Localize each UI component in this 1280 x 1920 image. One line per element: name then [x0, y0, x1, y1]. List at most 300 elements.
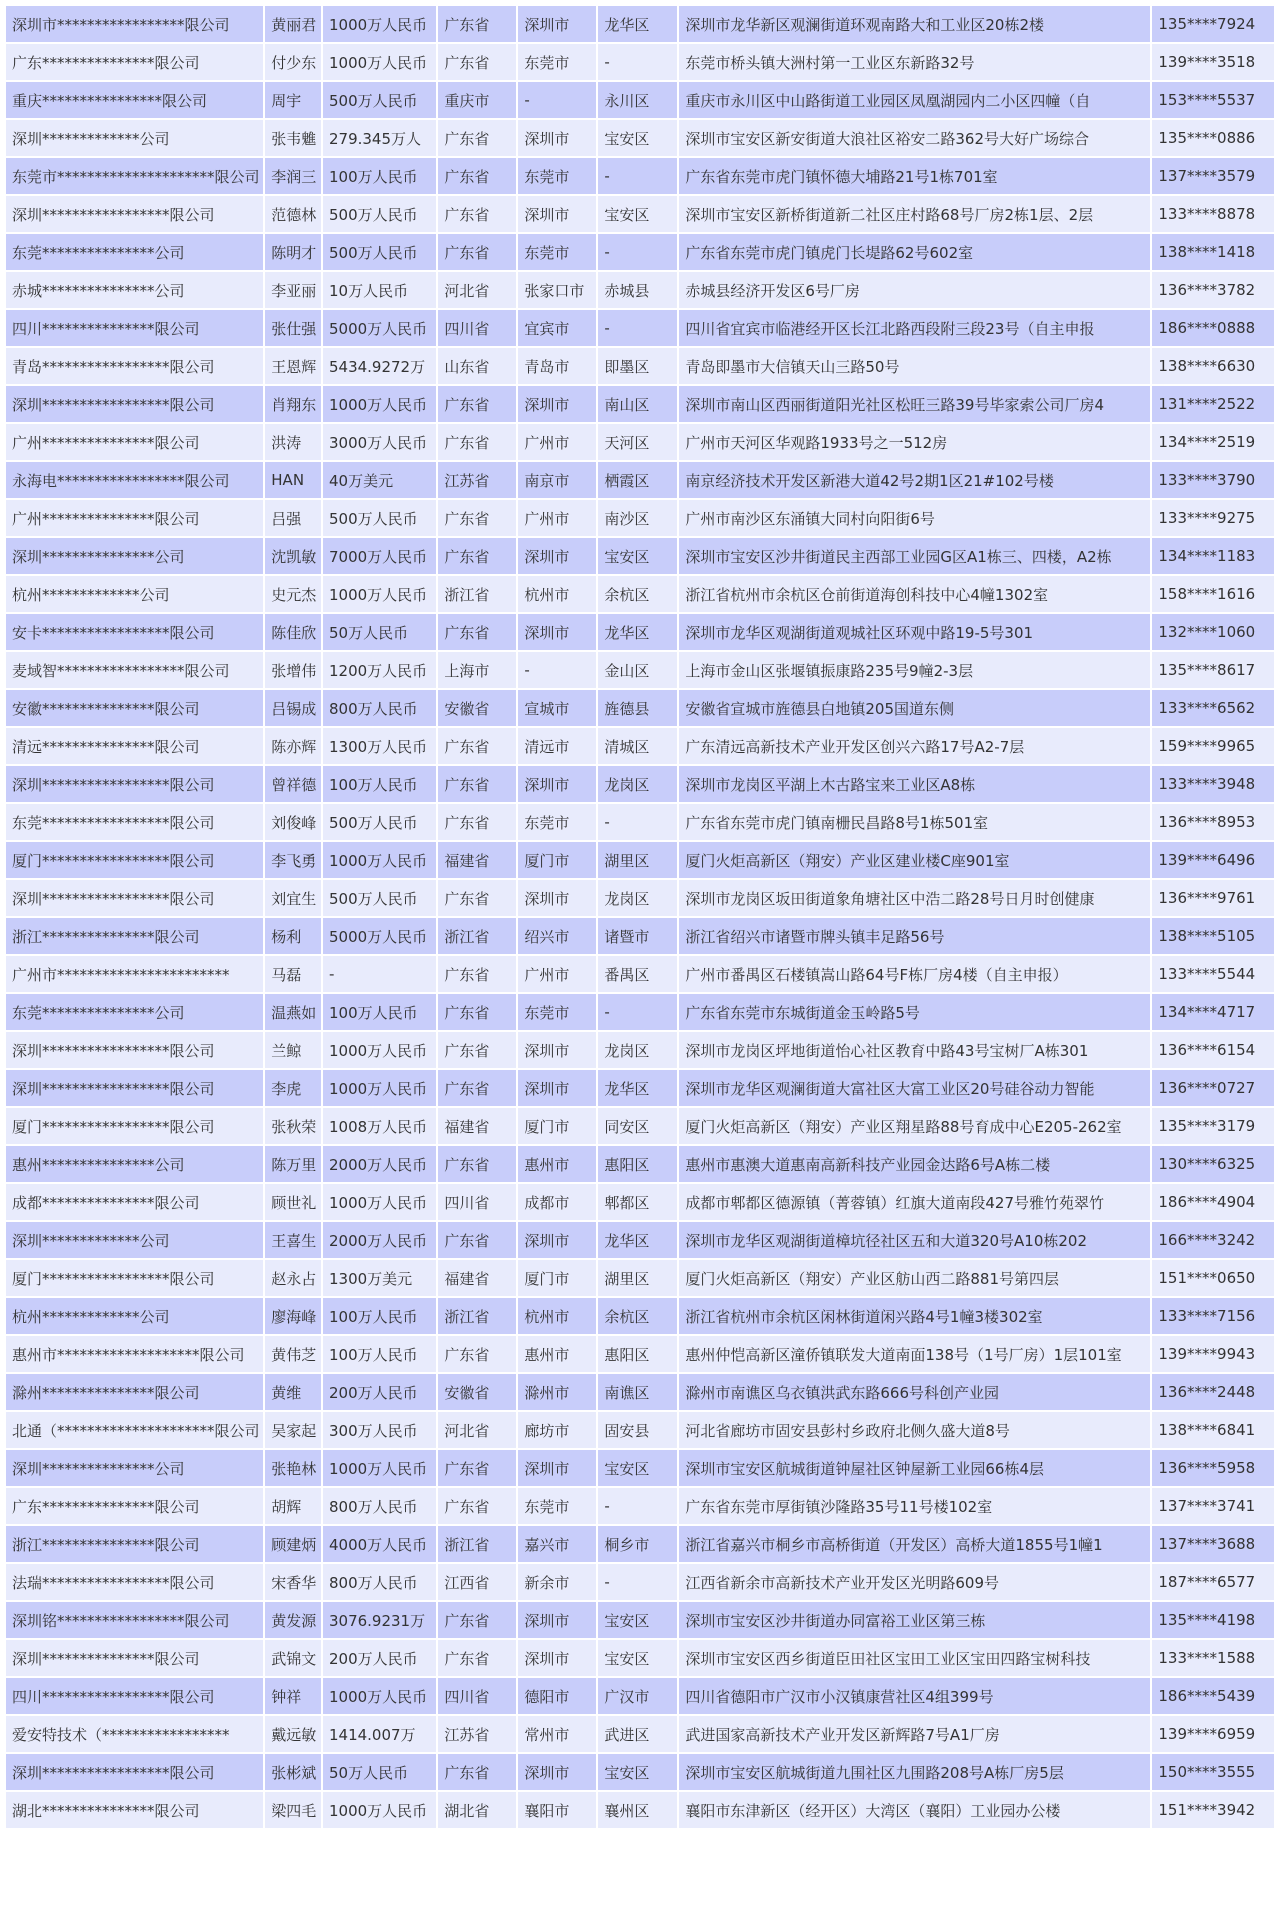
company-name-cell: 麦域智*****************限公司 — [6, 652, 263, 688]
company-name-cell: 东莞***************公司 — [6, 234, 263, 270]
city-cell: 广州市 — [518, 424, 596, 460]
company-name-cell: 深圳*****************限公司 — [6, 1070, 263, 1106]
city-cell: - — [518, 652, 596, 688]
legal-person-cell: 刘俊峰 — [265, 804, 321, 840]
company-name-cell: 安卡*****************限公司 — [6, 614, 263, 650]
legal-person-cell: 杨利 — [265, 918, 321, 954]
city-cell: 杭州市 — [518, 576, 596, 612]
city-cell: 深圳市 — [518, 1070, 596, 1106]
city-cell: 东莞市 — [518, 158, 596, 194]
table-row — [6, 994, 1274, 1030]
table-row — [6, 1070, 1274, 1106]
province-cell: 重庆市 — [438, 82, 516, 118]
city-cell: 深圳市 — [518, 1450, 596, 1486]
company-name-cell: 滁州***************限公司 — [6, 1374, 263, 1410]
phone-cell: 133****8878 — [1152, 196, 1274, 232]
phone-cell: 135****0886 — [1152, 120, 1274, 156]
city-cell: 德阳市 — [518, 1678, 596, 1714]
table-row — [6, 690, 1274, 726]
table-row — [6, 1792, 1274, 1828]
address-cell: 深圳市宝安区西乡街道臣田社区宝田工业区宝田四路宝树科技 — [679, 1640, 1150, 1676]
province-cell: 广东省 — [438, 6, 516, 42]
legal-person-cell: 黄伟芝 — [265, 1336, 321, 1372]
phone-cell: 166****3242 — [1152, 1222, 1274, 1258]
province-cell: 浙江省 — [438, 1526, 516, 1562]
city-cell: 宜宾市 — [518, 310, 596, 346]
table-row — [6, 462, 1274, 498]
address-cell: 四川省宜宾市临港经开区长江北路西段附三段23号（自主申报 — [679, 310, 1150, 346]
address-cell: 四川省德阳市广汉市小汉镇康营社区4组399号 — [679, 1678, 1150, 1714]
company-name-cell: 东莞***************公司 — [6, 994, 263, 1030]
phone-cell: 132****1060 — [1152, 614, 1274, 650]
province-cell: 广东省 — [438, 1146, 516, 1182]
registered-capital-cell: 5000万人民币 — [323, 310, 436, 346]
phone-cell: 135****8617 — [1152, 652, 1274, 688]
legal-person-cell: 吕强 — [265, 500, 321, 536]
city-cell: 深圳市 — [518, 880, 596, 916]
company-name-cell: 深圳*****************限公司 — [6, 1032, 263, 1068]
legal-person-cell: 洪涛 — [265, 424, 321, 460]
phone-cell: 150****3555 — [1152, 1754, 1274, 1790]
city-cell: 深圳市 — [518, 1754, 596, 1790]
phone-cell: 139****6496 — [1152, 842, 1274, 878]
legal-person-cell: 曾祥德 — [265, 766, 321, 802]
phone-cell: 138****6841 — [1152, 1412, 1274, 1448]
table-row — [6, 1602, 1274, 1638]
district-cell: 龙岗区 — [598, 880, 677, 916]
phone-cell: 133****6562 — [1152, 690, 1274, 726]
registered-capital-cell: 1008万人民币 — [323, 1108, 436, 1144]
district-cell: 广汉市 — [598, 1678, 677, 1714]
legal-person-cell: 陈万里 — [265, 1146, 321, 1182]
province-cell: 广东省 — [438, 424, 516, 460]
city-cell: 滁州市 — [518, 1374, 596, 1410]
table-row — [6, 272, 1274, 308]
city-cell: 广州市 — [518, 956, 596, 992]
company-name-cell: 广东***************限公司 — [6, 44, 263, 80]
district-cell: 余杭区 — [598, 576, 677, 612]
address-cell: 深圳市龙华区观湖街道樟坑径社区五和大道320号A10栋202 — [679, 1222, 1150, 1258]
city-cell: 惠州市 — [518, 1336, 596, 1372]
company-name-cell: 深圳*****************限公司 — [6, 880, 263, 916]
province-cell: 四川省 — [438, 1184, 516, 1220]
district-cell: 桐乡市 — [598, 1526, 677, 1562]
phone-cell: 134****4717 — [1152, 994, 1274, 1030]
province-cell: 浙江省 — [438, 1298, 516, 1334]
province-cell: 浙江省 — [438, 576, 516, 612]
legal-person-cell: 周宇 — [265, 82, 321, 118]
phone-cell: 136****6154 — [1152, 1032, 1274, 1068]
province-cell: 四川省 — [438, 310, 516, 346]
phone-cell: 138****1418 — [1152, 234, 1274, 270]
province-cell: 广东省 — [438, 1032, 516, 1068]
registered-capital-cell: 100万人民币 — [323, 1336, 436, 1372]
table-row — [6, 652, 1274, 688]
address-cell: 赤城县经济开发区6号厂房 — [679, 272, 1150, 308]
city-cell: 宣城市 — [518, 690, 596, 726]
company-name-cell: 成都***************限公司 — [6, 1184, 263, 1220]
registered-capital-cell: 1000万人民币 — [323, 1450, 436, 1486]
district-cell: 同安区 — [598, 1108, 677, 1144]
registered-capital-cell: 3000万人民币 — [323, 424, 436, 460]
phone-cell: 139****3518 — [1152, 44, 1274, 80]
province-cell: 福建省 — [438, 842, 516, 878]
province-cell: 福建省 — [438, 1260, 516, 1296]
city-cell: 成都市 — [518, 1184, 596, 1220]
address-cell: 广东省东莞市虎门镇怀德大埔路21号1栋701室 — [679, 158, 1150, 194]
city-cell: 东莞市 — [518, 804, 596, 840]
province-cell: 广东省 — [438, 1602, 516, 1638]
registered-capital-cell: - — [323, 956, 436, 992]
legal-person-cell: 张秋荣 — [265, 1108, 321, 1144]
table-row — [6, 158, 1274, 194]
phone-cell: 137****3741 — [1152, 1488, 1274, 1524]
registered-capital-cell: 200万人民币 — [323, 1374, 436, 1410]
district-cell: 宝安区 — [598, 1640, 677, 1676]
table-row — [6, 880, 1274, 916]
company-name-cell: 湖北***************限公司 — [6, 1792, 263, 1828]
province-cell: 安徽省 — [438, 690, 516, 726]
legal-person-cell: 黄丽君 — [265, 6, 321, 42]
phone-cell: 135****7924 — [1152, 6, 1274, 42]
address-cell: 深圳市龙华新区观澜街道环观南路大和工业区20栋2楼 — [679, 6, 1150, 42]
address-cell: 浙江省嘉兴市桐乡市高桥街道（开发区）高桥大道1855号1幢1 — [679, 1526, 1150, 1562]
table-row — [6, 1222, 1274, 1258]
province-cell: 四川省 — [438, 1678, 516, 1714]
city-cell: 深圳市 — [518, 196, 596, 232]
city-cell: 南京市 — [518, 462, 596, 498]
legal-person-cell: 李虎 — [265, 1070, 321, 1106]
phone-cell: 139****9943 — [1152, 1336, 1274, 1372]
province-cell: 广东省 — [438, 804, 516, 840]
address-cell: 深圳市龙华区观澜街道大富社区大富工业区20号硅谷动力智能 — [679, 1070, 1150, 1106]
registered-capital-cell: 1000万人民币 — [323, 1070, 436, 1106]
company-name-cell: 深圳*****************限公司 — [6, 386, 263, 422]
district-cell: 即墨区 — [598, 348, 677, 384]
company-name-cell: 广州市*********************** — [6, 956, 263, 992]
district-cell: 龙华区 — [598, 1070, 677, 1106]
province-cell: 浙江省 — [438, 918, 516, 954]
district-cell: 龙岗区 — [598, 766, 677, 802]
registered-capital-cell: 300万人民币 — [323, 1412, 436, 1448]
phone-cell: 138****6630 — [1152, 348, 1274, 384]
district-cell: 宝安区 — [598, 1754, 677, 1790]
city-cell: 深圳市 — [518, 6, 596, 42]
phone-cell: 134****2519 — [1152, 424, 1274, 460]
province-cell: 广东省 — [438, 766, 516, 802]
address-cell: 滁州市南谯区乌衣镇洪武东路666号科创产业园 — [679, 1374, 1150, 1410]
company-name-cell: 深圳***************公司 — [6, 538, 263, 574]
registered-capital-cell: 3076.9231万 — [323, 1602, 436, 1638]
legal-person-cell: 廖海峰 — [265, 1298, 321, 1334]
address-cell: 安徽省宣城市旌德县白地镇205国道东侧 — [679, 690, 1150, 726]
registered-capital-cell: 800万人民币 — [323, 1564, 436, 1600]
district-cell: 清城区 — [598, 728, 677, 764]
legal-person-cell: 赵永占 — [265, 1260, 321, 1296]
district-cell: 郫都区 — [598, 1184, 677, 1220]
phone-cell: 136****3782 — [1152, 272, 1274, 308]
district-cell: 宝安区 — [598, 196, 677, 232]
address-cell: 广州市南沙区东涌镇大同村向阳街6号 — [679, 500, 1150, 536]
table-row — [6, 1260, 1274, 1296]
phone-cell: 137****3688 — [1152, 1526, 1274, 1562]
table-row — [6, 500, 1274, 536]
province-cell: 广东省 — [438, 158, 516, 194]
phone-cell: 158****1616 — [1152, 576, 1274, 612]
province-cell: 广东省 — [438, 120, 516, 156]
phone-cell: 133****5544 — [1152, 956, 1274, 992]
registered-capital-cell: 2000万人民币 — [323, 1146, 436, 1182]
city-cell: 厦门市 — [518, 842, 596, 878]
province-cell: 广东省 — [438, 1754, 516, 1790]
company-name-cell: 广州***************限公司 — [6, 500, 263, 536]
district-cell: 诸暨市 — [598, 918, 677, 954]
province-cell: 广东省 — [438, 1070, 516, 1106]
province-cell: 山东省 — [438, 348, 516, 384]
city-cell: 东莞市 — [518, 1488, 596, 1524]
phone-cell: 136****5958 — [1152, 1450, 1274, 1486]
address-cell: 东莞市桥头镇大洲村第一工业区东新路32号 — [679, 44, 1150, 80]
city-cell: 杭州市 — [518, 1298, 596, 1334]
table-row — [6, 424, 1274, 460]
legal-person-cell: 梁四毛 — [265, 1792, 321, 1828]
address-cell: 成都市郫都区德源镇（菁蓉镇）红旗大道南段427号雅竹苑翠竹 — [679, 1184, 1150, 1220]
company-name-cell: 深圳***************公司 — [6, 1450, 263, 1486]
district-cell: 金山区 — [598, 652, 677, 688]
province-cell: 广东省 — [438, 1222, 516, 1258]
table-row — [6, 1146, 1274, 1182]
address-cell: 重庆市永川区中山路街道工业园区凤凰湖园内二小区四幢（自 — [679, 82, 1150, 118]
province-cell: 广东省 — [438, 956, 516, 992]
legal-person-cell: 陈亦辉 — [265, 728, 321, 764]
company-name-cell: 深圳*************公司 — [6, 120, 263, 156]
phone-cell: 136****8953 — [1152, 804, 1274, 840]
city-cell: 清远市 — [518, 728, 596, 764]
table-row — [6, 1526, 1274, 1562]
company-name-cell: 永海电*****************限公司 — [6, 462, 263, 498]
table-row — [6, 44, 1274, 80]
district-cell: 赤城县 — [598, 272, 677, 308]
district-cell: 龙华区 — [598, 614, 677, 650]
district-cell: 栖霞区 — [598, 462, 677, 498]
city-cell: 深圳市 — [518, 1602, 596, 1638]
registered-capital-cell: 7000万人民币 — [323, 538, 436, 574]
legal-person-cell: 武锦文 — [265, 1640, 321, 1676]
legal-person-cell: 张增伟 — [265, 652, 321, 688]
province-cell: 广东省 — [438, 880, 516, 916]
city-cell: 惠州市 — [518, 1146, 596, 1182]
district-cell: 襄州区 — [598, 1792, 677, 1828]
phone-cell: 133****9275 — [1152, 500, 1274, 536]
registered-capital-cell: 800万人民币 — [323, 1488, 436, 1524]
company-table — [4, 4, 1276, 1830]
registered-capital-cell: 1000万人民币 — [323, 842, 436, 878]
registered-capital-cell: 5000万人民币 — [323, 918, 436, 954]
registered-capital-cell: 1000万人民币 — [323, 576, 436, 612]
province-cell: 广东省 — [438, 1488, 516, 1524]
address-cell: 深圳市龙岗区平湖上木古路宝来工业区A8栋 — [679, 766, 1150, 802]
address-cell: 广东省东莞市虎门镇南栅民昌路8号1栋501室 — [679, 804, 1150, 840]
registered-capital-cell: 10万人民币 — [323, 272, 436, 308]
province-cell: 广东省 — [438, 44, 516, 80]
company-name-cell: 赤城***************公司 — [6, 272, 263, 308]
address-cell: 广州市天河区华观路1933号之一512房 — [679, 424, 1150, 460]
company-name-cell: 深圳*****************限公司 — [6, 196, 263, 232]
city-cell: 深圳市 — [518, 386, 596, 422]
phone-cell: 133****7156 — [1152, 1298, 1274, 1334]
district-cell: 武进区 — [598, 1716, 677, 1752]
district-cell: - — [598, 1488, 677, 1524]
registered-capital-cell: 1000万人民币 — [323, 6, 436, 42]
address-cell: 深圳市龙岗区坪地街道怡心社区教育中路43号宝树厂A栋301 — [679, 1032, 1150, 1068]
table-row — [6, 956, 1274, 992]
phone-cell: 134****1183 — [1152, 538, 1274, 574]
registered-capital-cell: 50万人民币 — [323, 614, 436, 650]
address-cell: 深圳市南山区西丽街道阳光社区松旺三路39号毕家索公司厂房4 — [679, 386, 1150, 422]
registered-capital-cell: 1000万人民币 — [323, 1792, 436, 1828]
table-row — [6, 1032, 1274, 1068]
phone-cell: 136****9761 — [1152, 880, 1274, 916]
district-cell: 宝安区 — [598, 538, 677, 574]
legal-person-cell: 吕锡成 — [265, 690, 321, 726]
phone-cell: 136****2448 — [1152, 1374, 1274, 1410]
district-cell: - — [598, 804, 677, 840]
province-cell: 湖北省 — [438, 1792, 516, 1828]
registered-capital-cell: 279.345万人 — [323, 120, 436, 156]
city-cell: 深圳市 — [518, 1222, 596, 1258]
table-row — [6, 1108, 1274, 1144]
phone-cell: 133****3948 — [1152, 766, 1274, 802]
company-name-cell: 惠州市*******************限公司 — [6, 1336, 263, 1372]
province-cell: 上海市 — [438, 652, 516, 688]
address-cell: 南京经济技术开发区新港大道42号2期1区21#102号楼 — [679, 462, 1150, 498]
address-cell: 襄阳市东津新区（经开区）大湾区（襄阳）工业园办公楼 — [679, 1792, 1150, 1828]
table-row — [6, 614, 1274, 650]
province-cell: 广东省 — [438, 386, 516, 422]
registered-capital-cell: 1300万人民币 — [323, 728, 436, 764]
address-cell: 广州市番禺区石楼镇嵩山路64号F栋厂房4楼（自主申报） — [679, 956, 1150, 992]
phone-cell: 133****3790 — [1152, 462, 1274, 498]
registered-capital-cell: 5434.9272万 — [323, 348, 436, 384]
legal-person-cell: HAN — [265, 462, 321, 498]
address-cell: 厦门火炬高新区（翔安）产业区翔星路88号育成中心E205-262室 — [679, 1108, 1150, 1144]
phone-cell: 186****0888 — [1152, 310, 1274, 346]
province-cell: 河北省 — [438, 1412, 516, 1448]
city-cell: 深圳市 — [518, 766, 596, 802]
district-cell: - — [598, 310, 677, 346]
company-name-cell: 厦门*****************限公司 — [6, 1260, 263, 1296]
registered-capital-cell: 500万人民币 — [323, 804, 436, 840]
legal-person-cell: 黄维 — [265, 1374, 321, 1410]
registered-capital-cell: 800万人民币 — [323, 690, 436, 726]
company-name-cell: 深圳铭*****************限公司 — [6, 1602, 263, 1638]
legal-person-cell: 顾世礼 — [265, 1184, 321, 1220]
city-cell: 绍兴市 — [518, 918, 596, 954]
registered-capital-cell: 500万人民币 — [323, 82, 436, 118]
district-cell: 南沙区 — [598, 500, 677, 536]
city-cell: 青岛市 — [518, 348, 596, 384]
phone-cell: 136****0727 — [1152, 1070, 1274, 1106]
table-row — [6, 1184, 1274, 1220]
table-row — [6, 804, 1274, 840]
registered-capital-cell: 1000万人民币 — [323, 1678, 436, 1714]
table-row — [6, 6, 1274, 42]
registered-capital-cell: 500万人民币 — [323, 196, 436, 232]
city-cell: 深圳市 — [518, 1640, 596, 1676]
phone-cell: 131****2522 — [1152, 386, 1274, 422]
phone-cell: 138****5105 — [1152, 918, 1274, 954]
province-cell: 广东省 — [438, 196, 516, 232]
legal-person-cell: 王恩辉 — [265, 348, 321, 384]
legal-person-cell: 肖翔东 — [265, 386, 321, 422]
registered-capital-cell: 1000万人民币 — [323, 1032, 436, 1068]
table-row — [6, 918, 1274, 954]
district-cell: 南谯区 — [598, 1374, 677, 1410]
district-cell: - — [598, 234, 677, 270]
legal-person-cell: 马磊 — [265, 956, 321, 992]
address-cell: 广东省东莞市厚街镇沙隆路35号11号楼102室 — [679, 1488, 1150, 1524]
company-name-cell: 杭州*************公司 — [6, 1298, 263, 1334]
table-row — [6, 1412, 1274, 1448]
legal-person-cell: 张艳林 — [265, 1450, 321, 1486]
legal-person-cell: 陈明才 — [265, 234, 321, 270]
legal-person-cell: 张彬斌 — [265, 1754, 321, 1790]
phone-cell: 133****1588 — [1152, 1640, 1274, 1676]
registered-capital-cell: 1000万人民币 — [323, 386, 436, 422]
city-cell: 深圳市 — [518, 538, 596, 574]
registered-capital-cell: 40万美元 — [323, 462, 436, 498]
company-table-container — [4, 4, 1276, 1830]
city-cell: 东莞市 — [518, 994, 596, 1030]
company-name-cell: 厦门*****************限公司 — [6, 1108, 263, 1144]
province-cell: 江西省 — [438, 1564, 516, 1600]
address-cell: 深圳市宝安区沙井街道办同富裕工业区第三栋 — [679, 1602, 1150, 1638]
registered-capital-cell: 100万人民币 — [323, 1298, 436, 1334]
address-cell: 江西省新余市高新技术产业开发区光明路609号 — [679, 1564, 1150, 1600]
district-cell: 宝安区 — [598, 1602, 677, 1638]
address-cell: 深圳市宝安区航城街道九围社区九围路208号A栋厂房5层 — [679, 1754, 1150, 1790]
city-cell: 张家口市 — [518, 272, 596, 308]
company-name-cell: 深圳*************公司 — [6, 1222, 263, 1258]
company-name-cell: 安徽***************限公司 — [6, 690, 263, 726]
phone-cell: 159****9965 — [1152, 728, 1274, 764]
registered-capital-cell: 2000万人民币 — [323, 1222, 436, 1258]
phone-cell: 137****3579 — [1152, 158, 1274, 194]
province-cell: 广东省 — [438, 728, 516, 764]
company-table-body — [6, 6, 1274, 1828]
legal-person-cell: 吴家起 — [265, 1412, 321, 1448]
city-cell: 常州市 — [518, 1716, 596, 1752]
registered-capital-cell: 100万人民币 — [323, 158, 436, 194]
district-cell: 龙岗区 — [598, 1032, 677, 1068]
province-cell: 江苏省 — [438, 462, 516, 498]
city-cell: - — [518, 82, 596, 118]
legal-person-cell: 沈凯敏 — [265, 538, 321, 574]
company-name-cell: 青岛*****************限公司 — [6, 348, 263, 384]
district-cell: 湖里区 — [598, 842, 677, 878]
company-name-cell: 深圳市*****************限公司 — [6, 6, 263, 42]
district-cell: 永川区 — [598, 82, 677, 118]
address-cell: 武进国家高新技术产业开发区新辉路7号A1厂房 — [679, 1716, 1150, 1752]
phone-cell: 186****4904 — [1152, 1184, 1274, 1220]
table-row — [6, 1374, 1274, 1410]
city-cell: 深圳市 — [518, 120, 596, 156]
district-cell: - — [598, 994, 677, 1030]
table-row — [6, 1754, 1274, 1790]
company-name-cell: 法瑞*****************限公司 — [6, 1564, 263, 1600]
district-cell: - — [598, 158, 677, 194]
address-cell: 深圳市宝安区沙井街道民主西部工业园G区A1栋三、四楼，A2栋 — [679, 538, 1150, 574]
